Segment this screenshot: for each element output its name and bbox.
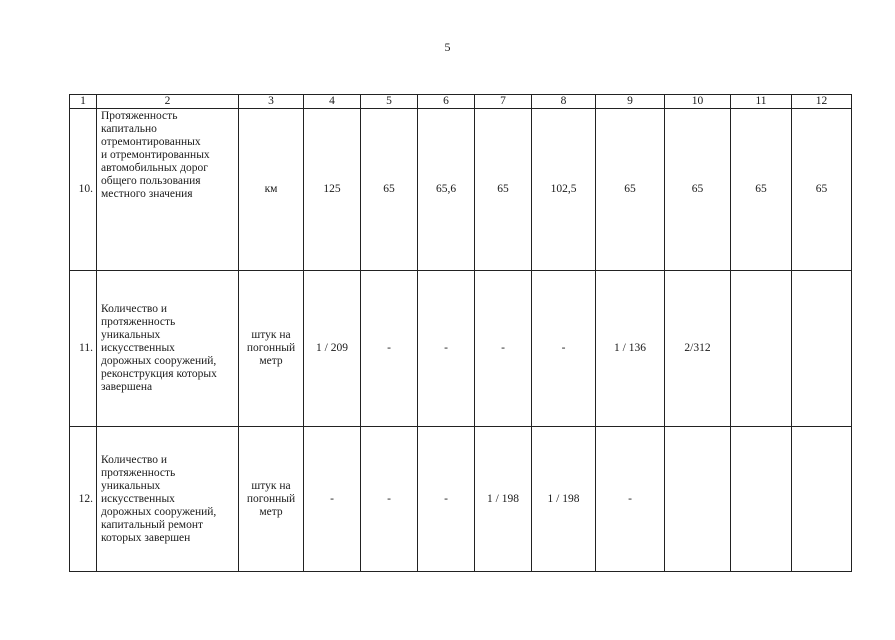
header-cell: 12 [792,95,852,109]
value-cell [731,427,792,572]
header-cell: 6 [418,95,475,109]
header-cell: 10 [665,95,731,109]
name-line: капитально [101,123,157,135]
value-cell [731,271,792,427]
header-cell: 9 [596,95,665,109]
name-line: которых завершен [101,531,191,544]
unit-line: метр [259,505,283,518]
unit-cell [239,271,304,427]
unit-line: штук на [251,479,291,492]
name-line: общего пользования [101,175,201,187]
name-line: искусственных [101,492,175,505]
unit-line: погонный [246,492,296,505]
value-cell [792,271,852,427]
value-cell: - [418,427,475,572]
value-cell: 65 [731,109,792,271]
name-line: Количество и [101,303,168,315]
value-cell: 65 [665,109,731,271]
name-line: протяженность [101,316,176,328]
header-cell: 7 [475,95,532,109]
name-line: местного значения [101,188,193,200]
name-line: капитальный ремонт [101,518,204,531]
value-cell: 2/312 [665,271,731,427]
header-cell: 5 [361,95,418,109]
value-cell [665,427,731,572]
value-cell: - [304,427,361,572]
value-cell: - [596,427,665,572]
unit-line: метр [259,355,283,367]
name-line: дорожных сооружений, [101,355,217,367]
value-cell: - [361,427,418,572]
value-cell: 65 [792,109,852,271]
name-line: завершена [101,381,153,393]
value-cell: 1 / 198 [532,427,596,572]
header-cell: 3 [239,95,304,109]
unit-line: погонный [246,342,296,354]
value-cell: - [418,271,475,427]
table-row [70,427,852,572]
header-cell: 4 [304,95,361,109]
value-cell: 65 [361,109,418,271]
name-line: и отремонтированных [101,149,210,161]
name-line: протяженность [101,466,176,479]
name-line: Протяженность [101,110,178,122]
unit-cell [239,427,304,572]
name-line: реконструкция которых [101,368,217,380]
table-row [70,109,852,271]
header-cell: 11 [731,95,792,109]
header-row [70,95,852,109]
name-line: отремонтированных [101,136,201,148]
name-line: дорожных сооружений, [101,505,217,518]
value-cell: 65 [596,109,665,271]
value-cell: 1 / 198 [475,427,532,572]
value-cell: 1 / 209 [304,271,361,427]
unit-line: км [264,183,278,195]
value-cell [792,427,852,572]
indicator-name [97,109,239,271]
value-cell: - [475,271,532,427]
indicator-name [97,427,239,572]
value-cell: - [532,271,596,427]
row-number: 11. [70,271,97,427]
row-number: 10. [70,109,97,271]
table-row [70,271,852,427]
value-cell: 1 / 136 [596,271,665,427]
header-cell: 8 [532,95,596,109]
name-line: уникальных [101,329,161,341]
name-line: искусственных [101,342,175,354]
indicator-name [97,271,239,427]
page-number: 5 [444,40,451,54]
value-cell: 65 [475,109,532,271]
header-cell: 1 [70,95,97,109]
data-table [69,94,852,572]
name-line: уникальных [101,479,161,492]
value-cell: 102,5 [532,109,596,271]
row-number: 12. [70,427,97,572]
name-line: автомобильных дорог [101,162,208,174]
value-cell: 125 [304,109,361,271]
name-line: Количество и [101,453,168,466]
header-cell: 2 [97,95,239,109]
unit-cell [239,109,304,271]
value-cell: - [361,271,418,427]
unit-line: штук на [251,329,291,341]
value-cell: 65,6 [418,109,475,271]
